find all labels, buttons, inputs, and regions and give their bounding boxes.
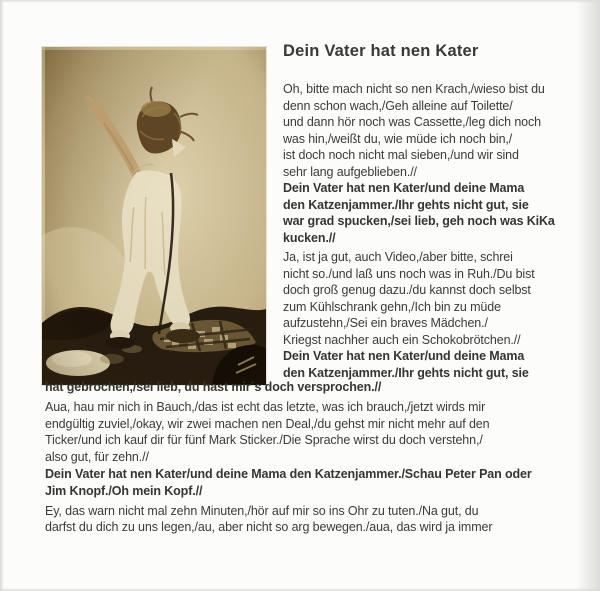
lyric-line: kucken.//: [283, 230, 336, 245]
lyric-line: doch groß genug dazu./du kannst doch selbst: [283, 283, 531, 297]
lyrics-section-chorus: [45, 466, 590, 500]
lyric-line: darfst du dich zu uns legen,/au, aber nicht so arg bewegen./aua, das wird ja immer: [45, 520, 493, 535]
lyric-line: ist doch noch nicht mal sieben,/und wir sind: [283, 148, 519, 162]
lyrics-section-chorus: [283, 180, 588, 246]
child-photo-illustration: [42, 47, 266, 385]
lyric-line: endgültig zuviel,/okay, wir zwei machen nen Deal,/du gehst mir nicht mehr auf den: [45, 416, 490, 431]
lyric-line: aufzustehn,/Sei ein braves Mädchen./: [283, 316, 488, 330]
lyric-line: und dann hör noch was Cassette,/leg dich noch: [283, 115, 541, 129]
lyric-line: den Katzenjammer./Ihr gehts nicht gut, sie: [283, 197, 529, 212]
lyric-line: Dein Vater hat nen Kater/und deine Mama: [283, 181, 525, 195]
scan-edge-left: [0, 0, 4, 591]
lyric-line: war grad spucken,/sei lieb, geh noch was KiKa: [283, 214, 555, 228]
lyric-line: Jim Knopf./Oh mein Kopf.//: [45, 483, 203, 498]
lyric-line: nicht so./und laß uns noch was in Ruh./Du bist: [283, 266, 535, 281]
photo-child-on-bed: [42, 47, 266, 385]
song-title: Dein Vater hat nen Kater: [283, 42, 479, 60]
lyrics-section-chorus: [283, 348, 588, 381]
lyrics-section-verse: [283, 249, 588, 348]
lyric-line: Kriegst nachher auch ein Schokobrötchen.//: [283, 332, 521, 347]
lyrics-section-verse: [45, 503, 590, 537]
lyrics-section-chorus: [45, 379, 590, 396]
lyric-line: den Katzenjammer./Ihr gehts nicht gut, sie: [283, 365, 529, 380]
scan-edge-top: [0, 0, 600, 3]
lyric-line: Ja, ist ja gut, auch Video,/aber bitte, schrei: [283, 250, 513, 264]
lyric-line: Aua, hau mir nich in Bauch,/das ist echt das letzte, was ich brauch,/jetzt wirds mir: [45, 399, 486, 414]
lyrics-section-verse: [45, 399, 590, 466]
lyric-line: Ticker/und ich kauf dir für fünf Mark Sticker./Die Sprache wirst du doch verstehn,/: [45, 433, 483, 448]
lyric-line: also gut, für zehn.//: [45, 450, 149, 465]
lyric-line: hat gebrochen,/sei lieb, du hast mir´s doch versprochen.//: [45, 380, 382, 394]
lyric-line: was hin,/weißt du, wie müde ich noch bin,/: [283, 131, 513, 146]
lyrics-bottom: [45, 379, 590, 536]
lyric-line: Ey, das warn nicht mal zehn Minuten,/hör auf mir so ins Ohr zu tuten./Na gut, du: [45, 503, 479, 518]
lyric-line: Dein Vater hat nen Kater/und deine Mama: [283, 349, 525, 363]
lyric-line: Oh, bitte mach nicht so nen Krach,/wieso bist du: [283, 82, 545, 96]
lyrics-column: [283, 81, 588, 381]
lyric-line: denn schon wach,/Geh alleine auf Toilette/: [283, 98, 513, 113]
lyric-line: Dein Vater hat nen Kater/und deine Mama den Katzenjammer./Schau Peter Pan oder: [45, 466, 532, 481]
lyric-line: zum Kühlschrank gehn,/Ich bin zu müde: [283, 299, 501, 314]
lyric-line: sehr lang aufgeblieben.//: [283, 164, 417, 179]
lyrics-section-verse: [283, 81, 588, 180]
